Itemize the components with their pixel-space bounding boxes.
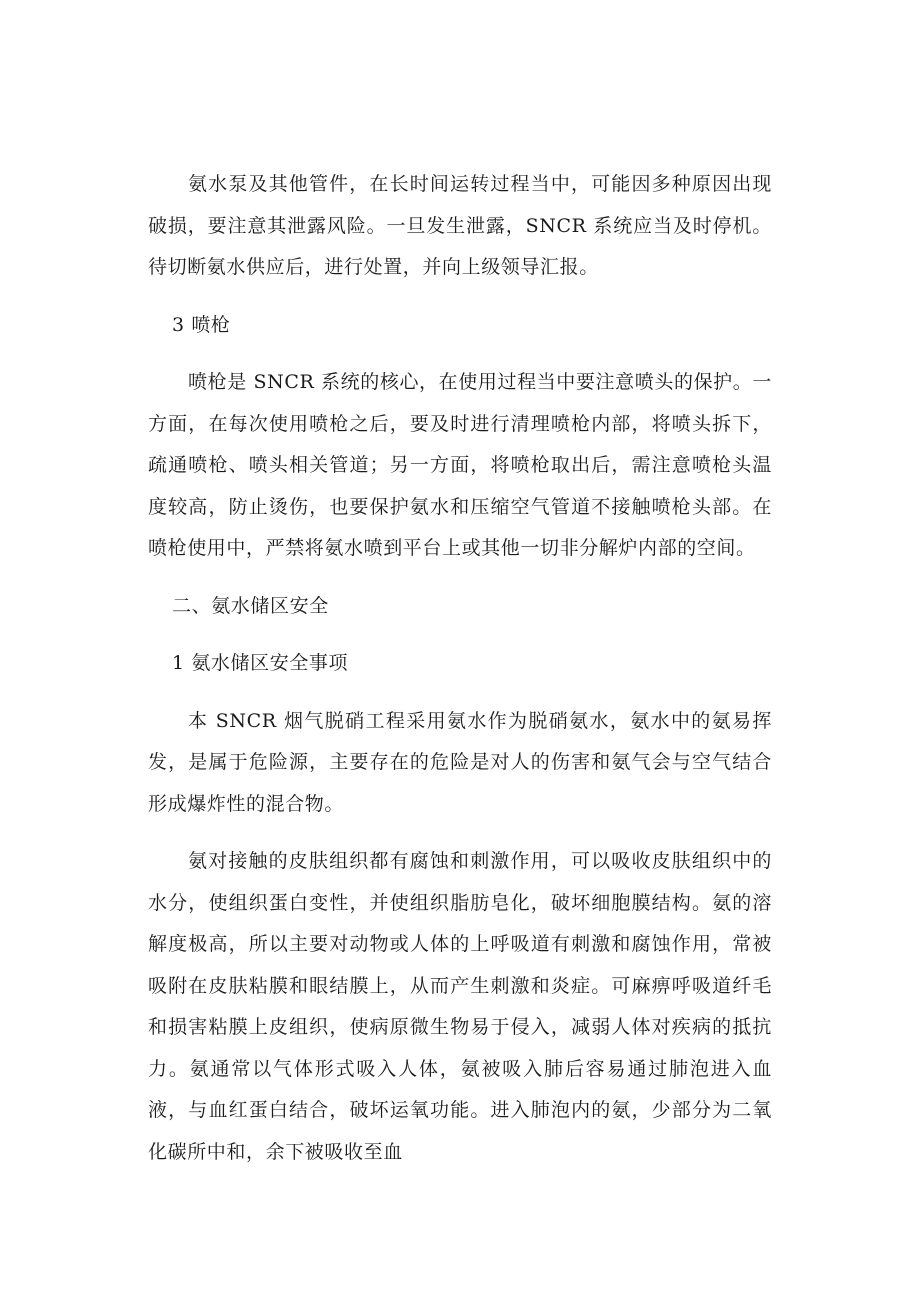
paragraph-ammonia-health-effects: 氨对接触的皮肤组织都有腐蚀和刺激作用，可以吸收皮肤组织中的水分，使组织蛋白变性，并使组织脂肪皂化，破坏细胞膜结构。氨的溶解度极高，所以主要对动物或人体的上呼吸道有刺激和腐蚀作用，常被吸附在皮肤粘膜和眼结膜上，从而产生刺激和炎症。可麻痹呼吸道纤毛和损害粘膜上皮组织，使病原微生物易于侵入，减弱人体对疾病的抵抗力。氨通常以气体形式吸入人体，氨被吸入肺后容易通过肺泡进入血液，与血红蛋白结合，破坏运氧功能。进入肺泡内的氨，少部分为二氧化碳所中和，余下被吸收至血	[148, 850, 772, 1163]
document-body	[148, 164, 772, 1173]
paragraph-ammonia-hazard: 本 SNCR 烟气脱硝工程采用氨水作为脱硝氨水，氨水中的氨易挥发，是属于危险源，主要存在的危险是对人的伤害和氨气会与空气结合形成爆炸性的混合物。	[148, 709, 772, 815]
heading-storage-safety-items: 1 氨水储区安全事项	[172, 652, 349, 674]
paragraph-spray-gun-care: 喷枪是 SNCR 系统的核心，在使用过程当中要注意喷头的保护。一方面，在每次使用喷枪之后，要及时进行清理喷枪内部，将喷头拆下，疏通喷枪、喷头相关管道；另一方面，将喷枪取出后，需注意喷枪头温度较高，防止烫伤，也要保护氨水和压缩空气管道不接触喷枪头部。在喷枪使用中，严禁将氨水喷到平台上或其他一切非分解炉内部的空间。	[148, 371, 772, 559]
heading-spray-gun: 3 喷枪	[172, 313, 231, 336]
heading-ammonia-storage-safety: 二、氨水储区安全	[172, 594, 329, 617]
paragraph-ammonia-pump-leak: 氨水泵及其他管件，在长时间运转过程当中，可能因多种原因出现破损，要注意其泄露风险。一旦发生泄露，SNCR 系统应当及时停机。待切断氨水供应后，进行处置，并向上级领导汇报。	[148, 173, 772, 278]
